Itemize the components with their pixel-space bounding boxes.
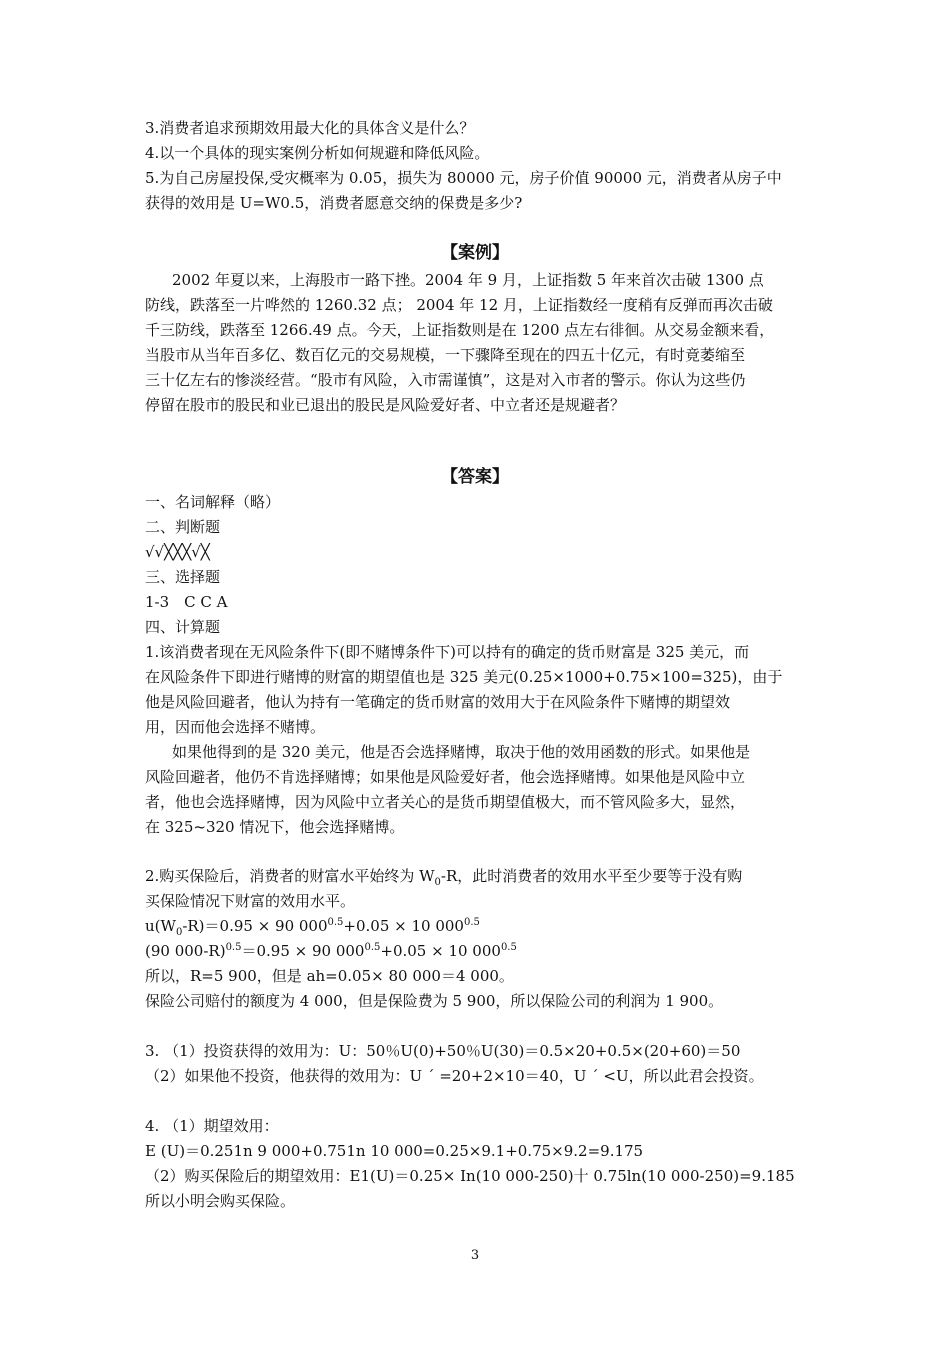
calc3-line: 3. （1）投资获得的效用为：U：50％U(0)+50％U(30)＝0.5×20+0.5×(20+60)＝50 (145, 1042, 741, 1060)
superscript: 0.5 (463, 917, 480, 928)
calc2-equation-1 (145, 916, 480, 936)
calc2-line2: 买保险情况下财富的效用水平。 (145, 892, 356, 910)
case-line: 停留在股市的股民和业已退出的股民是风险爱好者、中立者还是规避者？ (145, 396, 626, 414)
case-line: 当股市从当年百多亿、数百亿元的交易规模，一下骤降至现在的四五十亿元，有时竟萎缩至 (145, 346, 746, 364)
answer-heading: 【答案】 (441, 467, 509, 487)
text-segment: u(W (145, 917, 176, 935)
calc2-line1 (145, 866, 742, 886)
calc1b-line: 者，他也会选择赌博，因为风险中立者关心的是货币期望值极大，而不管风险多大，显然， (145, 793, 746, 811)
text-segment: ＝0.95 × 90 000 (241, 942, 365, 960)
calc1-line: 用，因而他会选择不赌博。 (145, 718, 326, 736)
text-segment: 2.购买保险后，消费者的财富水平始终为 W (145, 867, 435, 885)
superscript: 0.5 (327, 917, 344, 928)
case-line: 千三防线，跌落至 1266.49 点。今天，上证指数则是在 1200 点左右徘徊。从交易金额来看， (145, 321, 775, 339)
question-4: 4.以一个具体的现实案例分析如何规避和降低风险。 (145, 144, 490, 162)
text-segment: (90 000-R) (145, 942, 226, 960)
text-segment: +0.05 × 10 000 (380, 942, 501, 960)
section-1-title: 一、名词解释（略） (145, 493, 281, 511)
judge-answers: √√╳╳╳√╳ (145, 543, 210, 561)
section-2-title: 二、判断题 (145, 518, 221, 536)
subscript: 0 (434, 877, 441, 888)
question-5-line2: 获得的效用是 U=W0.5，消费者愿意交纳的保费是多少? (145, 194, 523, 212)
calc2-line5: 所以，R=5 900，但是 ah=0.05× 80 000＝4 000。 (145, 967, 514, 985)
superscript: 0.5 (364, 942, 381, 953)
question-5-line1: 5.为自己房屋投保,受灾概率为 0.05，损失为 80000 元，房子价值 90000 元，消费者从房子中 (145, 169, 782, 187)
superscript: 0.5 (500, 942, 517, 953)
case-line: 三十亿左右的惨淡经营。“股市有风险，入市需谨慎”，这是对入市者的警示。你认为这些仍 (145, 371, 746, 389)
calc1-line: 在风险条件下即进行赌博的财富的期望值也是 325 美元(0.25×1000+0.75×100=325)，由于 (145, 668, 783, 686)
calc4-line: E (U)＝0.251n 9 000+0.751n 10 000=0.25×9.1+0.75×9.2=9.175 (145, 1142, 644, 1160)
calc1b-line: 在 325~320 情况下，他会选择赌博。 (145, 818, 405, 836)
calc4-line: 所以小明会购买保险。 (145, 1192, 296, 1210)
calc3-line: （2）如果他不投资，他获得的效用为：U ˊ =20+2×10＝40，U ˊ <U，所以此君会投资。 (145, 1067, 764, 1085)
section-4-title: 四、计算题 (145, 618, 221, 636)
calc1-line: 1.该消费者现在无风险条件下(即不赌博条件下)可以持有的确定的货币财富是 325 美元，而 (145, 643, 750, 661)
calc1b-line: 如果他得到的是 320 美元，他是否会选择赌博，取决于他的效用函数的形式。如果他是 (172, 743, 751, 761)
text-segment: -R，此时消费者的效用水平至少要等于没有购 (440, 867, 743, 885)
text-segment: -R)＝0.95 × 90 000 (182, 917, 328, 935)
calc2-equation-2 (145, 941, 517, 961)
case-line: 防线，跌落至一片哗然的 1260.32 点； 2004 年 12 月，上证指数经一度稍有反弹而再次击破 (145, 296, 773, 314)
calc4-line: （2）购买保险后的期望效用：E1(U)＝0.25× In(10 000-250)十 0.75ln(10 000-250)=9.185 (145, 1167, 795, 1185)
text-segment: +0.05 × 10 000 (343, 917, 464, 935)
section-3-title: 三、选择题 (145, 568, 221, 586)
calc1b-line: 风险回避者，他仍不肯选择赌博；如果他是风险爱好者，他会选择赌博。如果他是风险中立 (145, 768, 746, 786)
page-number: 3 (470, 1248, 480, 1263)
case-heading: 【案例】 (441, 243, 509, 263)
choice-answers: 1-3 C C A (145, 593, 228, 611)
calc4-line: 4. （1）期望效用： (145, 1117, 279, 1135)
subscript: 0 (175, 927, 183, 938)
calc1-line: 他是风险回避者，他认为持有一笔确定的货币财富的效用大于在风险条件下赌博的期望效 (145, 693, 731, 711)
question-3: 3.消费者追求预期效用最大化的具体含义是什么？ (145, 119, 475, 137)
case-line: 2002 年夏以来，上海股市一路下挫。2004 年 9 月，上证指数 5 年来首次击破 1300 点 (172, 271, 764, 289)
superscript: 0.5 (225, 942, 242, 953)
calc2-line6: 保险公司赔付的额度为 4 000，但是保险费为 5 900，所以保险公司的利润为 1 900。 (145, 992, 724, 1010)
